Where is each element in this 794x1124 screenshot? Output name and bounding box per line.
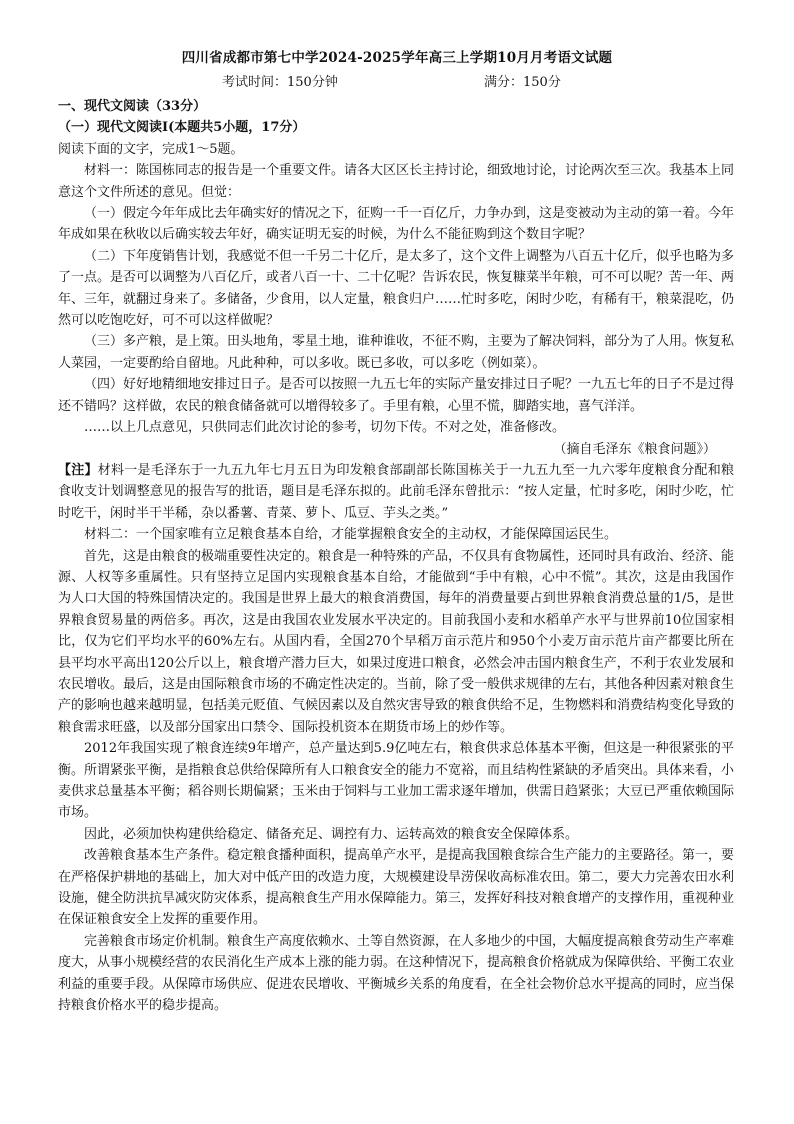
material2-paragraph-3: 因此，必须加快构建供给稳定、储备充足、调控有力、运转高效的粮食安全保障体系。 [84, 826, 579, 842]
page-title: 四川省成都市第七中学2024-2025学年高三上学期10月月考语文试题 [181, 50, 613, 66]
note-tag: 【注】 [58, 462, 98, 478]
material2-paragraph-5: 完善粮食市场定价机制。粮食生产高度依赖水、土等自然资源，在人多地少的中国，大幅度提高粮食劳动生产率难度大，从事小规模经营的农民消化生产成本上涨的能力弱。在这种情况下，提高粮食价格就成为保障供给、平衡工农业利益的重要手段。从保障市场供应、促进农民增收、平衡城乡关系的角度看，在全社会物价总水平提高的同时，应当保持粮食价格水平的稳步提高。 [58, 933, 735, 1014]
material2-paragraph-1: 首先，这是由粮食的极端重要性决定的。粮食是一种特殊的产品，不仅具有食物属性，还同时具有政治、经济、能源、人权等多重属性。只有坚持立足国内实现粮食基本自给，才能做到“手中有粮，心中不慌”。其次，这是由我国作为人口大国的特殊国情决定的。我国是世界上最大的粮食消费国，每年的消费量要占到世界粮食消费总量的1/5，是世界粮食贸易量的两倍多。再次，这是由我国农业发展水平决定的。目前我国小麦和水稻单产水平与世界前10位国家相比，仅为它们平均水平的60%左右。从国内看，全国270个早稻万亩示范片和950个小麦万亩示范片亩产都要比所在县平均水平高出120公斤以上，粮食增产潜力巨大，如果过度进口粮食，必然会冲击国内粮食生产，不利于农业发展和农民增收。最后，这是由国际粮食市场的不确定性决定的。当前，除了受一般供求规律的左右，其他各种因素对粮食生产的影响也越来越明显，包括美元贬值、气候因素以及自然灾害导致的粮食供给不足，生物燃料和消费结构变化导致的粮食需求旺盛，以及部分国家出口禁令、国际投机资本在期货市场上的炒作等。 [58, 548, 735, 735]
exam-body [58, 96, 734, 1016]
exam-meta [0, 72, 794, 92]
reading-instruction: 阅读下面的文字，完成1～5题。 [58, 141, 244, 157]
material1-closing: ……以上几点意见，只供同志们此次讨论的参考，切勿下传。不对之处，准备修改。 [84, 420, 566, 436]
material2-intro: 材料二：一个国家唯有立足粮食基本自给，才能掌握粮食安全的主动权，才能保障国运民生。 [84, 527, 618, 543]
material2-paragraph-2: 2012年我国实现了粮食连续9年增产，总产量达到5.9亿吨左右，粮食供求总体基本平衡，但这是一种很紧张的平衡。所谓紧张平衡，是指粮食总供给保障所有人口粮食安全的能力不宽裕，而且结构性紧缺的矛盾突出。具体来看，小麦供求总量基本平衡；稻谷则长期偏紧；玉米由于饲料与工业加工需求逐年增加，供需日趋紧张；大豆已严重依赖国际市场。 [58, 741, 735, 821]
full-score: 满分：150分 [484, 75, 561, 90]
material1-intro: 材料一：陈国栋同志的报告是一个重要文件。请各大区区长主持讨论，细致地讨论，讨论两次至三次。我基本上同意这个文件所述的意见。但觉： [58, 163, 735, 200]
exam-time: 考试时间：150分钟 [222, 75, 338, 90]
section-heading: 一、现代文阅读（33分） [58, 99, 207, 114]
note-paragraph [58, 460, 734, 524]
material2-paragraph-4: 改善粮食基本生产条件。稳定粮食播种面积，提高单产水平，是提高我国粮食综合生产能力的主要路径。第一，要在严格保护耕地的基础上，加大对中低产田的改造力度，大规模建设旱涝保收高标准农田。第二，要大力完善农田水利设施，健全防洪抗旱减灾防灾体系，提高粮食生产用水保障能力。第三，发挥好科技对粮食增产的支撑作用，重视种业在保证粮食安全上发挥的重要作用。 [58, 848, 735, 928]
material1-point-1: （一）假定今年年成比去年确实好的情况之下，征购一千一百亿斤，力争办到，这是变被动为主动的第一着。今年年成如果在秋收以后确实较去年好，确实证明无妄的时候，为什么不能征购到这个数目字呢？ [58, 206, 735, 243]
material1-source: （摘自毛泽东《粮食问题》） [553, 441, 716, 457]
material1-point-4: （四）好好地精细地安排过日子。是否可以按照一九五七年的实际产量安排过日子呢？一九五七年的日子不是过得还不错吗？这样做，农民的粮食储备就可以增得较多了。手里有粮，心里不慌，脚踏实地，喜气洋洋。 [58, 377, 735, 414]
material1-point-3: （三）多产粮，是上策。田头地角，零星土地，谁种谁收，不征不购，主要为了解决饲料，部分为了人用。恢复私人菜园，一定要酌给自留地。凡此种种，可以多收。既已多收，可以多吃（例如菜）。 [58, 334, 735, 371]
subsection-heading: （一）现代文阅读Ⅰ(本题共5小题，17分） [58, 120, 306, 136]
material1-point-2: （二）下年度销售计划，我感觉不但一千另二十亿斤，是太多了，这个文件上调整为八百五十亿斤，似乎也略为多了一点。是否可以调整为八百亿斤，或者八百一十、二十亿呢？告诉农民，恢复糠菜半年粮，可不可以呢？苦一年、两年、三年，就翻过身来了。多储备，少食用，以人定量，粮食归户……忙时多吃，闲时少吃，有稀有干，粮菜混吃，仍然可以吃饱吃好，可不可以这样做呢？ [58, 248, 735, 329]
note-text: 材料一是毛泽东于一九五九年七月五日为印发粮食部副部长陈国栋关于一九五九至一九六零年度粮食分配和粮食收支计划调整意见的报告写的批语，题目是毛泽东拟的。此前毛泽东曾批示：“按人定量，忙时多吃，闲时少吃，忙时吃干，闲时半干半稀，杂以番薯、青菜、萝卜、瓜豆、芋头之类。” [58, 462, 734, 521]
